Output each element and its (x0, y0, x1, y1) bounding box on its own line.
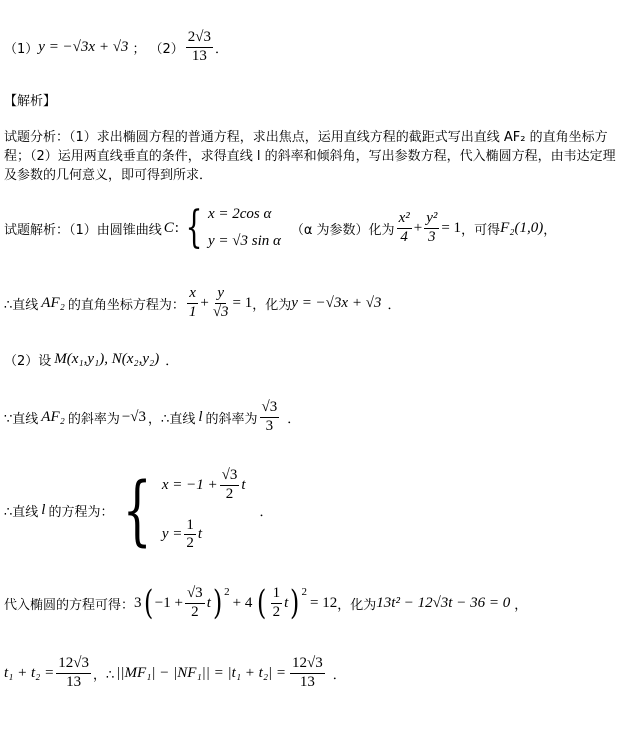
distance-difference: ||MF₁| − |NF₁|| = |t₁ + t₂| = (116, 664, 287, 681)
line-l-parametric: x = −1 + $\frac{√3}{2}$ t y = $\frac{1}{2}$ t (161, 467, 246, 552)
system-brace: { (185, 202, 203, 253)
solution-line-5: ∴直线 l 的方程为： { x = −1 + $\frac{√3}{2}$ t y = $\frac{1}{2}$ t ． (4, 465, 273, 554)
slope-AF2: −√3 (121, 408, 147, 425)
ellipse-term-y: $\frac{\text{y²}}{3}$ (426, 209, 438, 245)
ellipse-term-x: $\frac{\text{x²}}{4}$ (398, 209, 410, 245)
parametric-system: x = 2cos α y = √3 sin α (207, 206, 281, 249)
solution-line-4: ∵直线 AF₂ 的斜率为 −√3 ，∴直线 l 的斜率为 $\frac{√3}{3}$ ． (4, 399, 301, 434)
system-brace: { (123, 465, 153, 554)
solution-line-1: 试题解析：（1）由圆锥曲线 C : { x = 2cos α y = √3 sin α （α 为参数）化为 $\frac{\text{x²}}{4}$ + $\frac{\text{y²}}{3}$ = 1 ，可得 F₂(1,0) ， (4, 202, 557, 253)
analysis-heading: 【解析】 (4, 94, 57, 109)
focus-F2: F₂(1,0) (500, 219, 544, 236)
answer-part2-fraction: $\frac{2√3}{13}$ (187, 29, 211, 64)
quadratic-equation: 13t² − 12√3t − 36 = 0 (376, 594, 511, 611)
points-MN: M(x₁,y₁), N(x₂,y₂) (54, 351, 160, 367)
intercept-frac-y: $\frac{y}{√3}$ (212, 285, 229, 320)
slope-l: $\frac{√3}{3}$ (261, 399, 278, 434)
answer-part2-label: （2） (149, 41, 184, 57)
answer-part1-equation: y = −√3x + √3 (38, 38, 129, 55)
intercept-frac-x: $\frac{x}{1}$ (188, 285, 197, 320)
line-AF2-equation: y = −√3x + √3 (291, 294, 382, 311)
analysis-paragraph: 试题分析：（1）求出椭圆方程的普通方程，求出焦点，运用直线方程的截距式写出直线 AF₂ 的直角坐标方程；（2）运用两直线垂直的条件，求得直线 l 的斜率和倾斜角，写出参数方程，代入椭圆方程，由韦达定理及参数的几何意义，即可得到所求． (4, 130, 616, 183)
answer-part1-label: （1） (4, 41, 39, 57)
solution-line-6: 代入椭圆的方程可得： 3 ( −1 + $\frac{√3}{2}$ t ) 2 + 4 ( $\frac{1}{2}$ t ) 2 = 12 ，化为 13t² − 12√3t − 36 = 0 ， (4, 583, 528, 624)
answer-line: （1） y = −√3x + √3 ； （2） $\frac{2√3}{13}$ ． (4, 29, 228, 64)
answer-separator: ； (132, 41, 146, 57)
solution-line-7: t₁ + t₂ = $\frac{12√3}{13}$ ，∴ ||MF₁| − |NF₁|| = |t₁ + t₂| = $\frac{12√3}{13}$ ． (4, 655, 346, 690)
curve-C: C (163, 219, 174, 236)
solution-line-2: ∴直线 AF₂ 的直角坐标方程为： $\frac{x}{1}$ + $\frac{y}{√3}$ = 1 ，化为 y = −√3x + √3 ． (4, 285, 401, 320)
solution-line-3: （2）设 M(x₁,y₁), N(x₂,y₂) ． (4, 351, 179, 369)
result-fraction: $\frac{12√3}{13}$ (292, 655, 323, 690)
sum-fraction: $\frac{12√3}{13}$ (58, 655, 89, 690)
